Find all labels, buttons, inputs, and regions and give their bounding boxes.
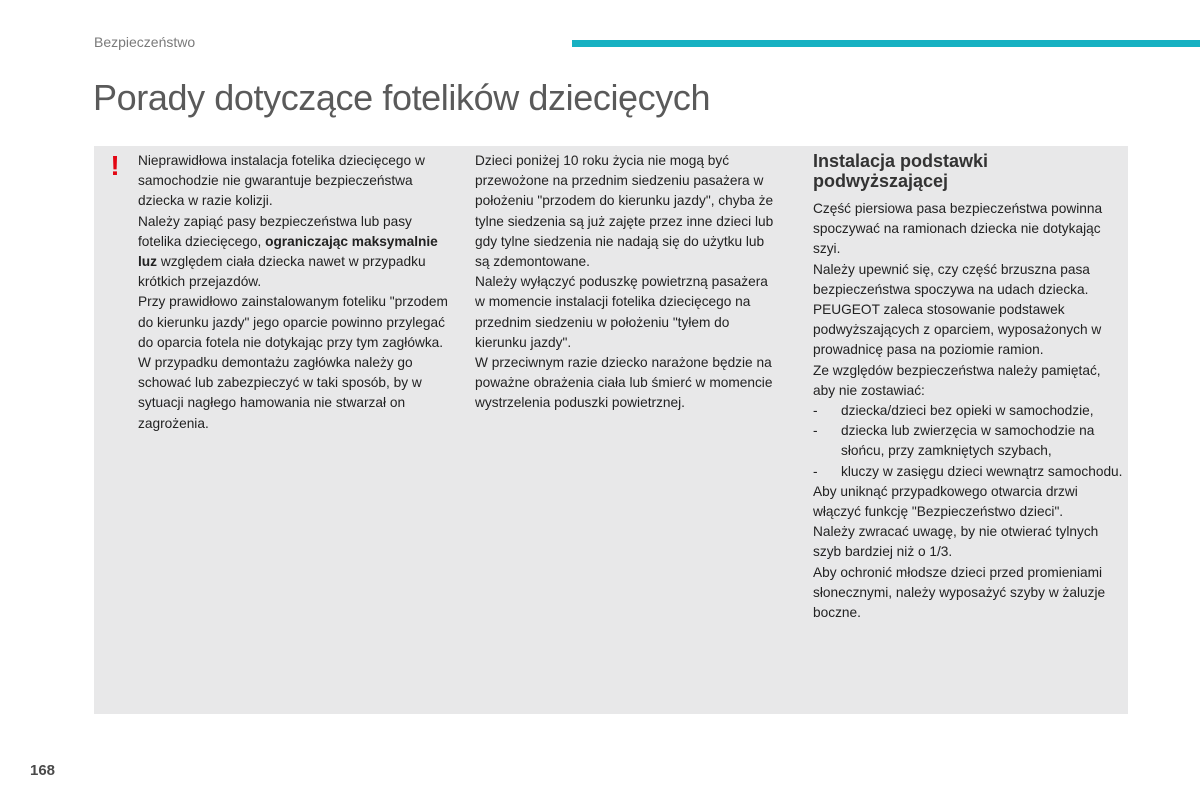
airbag-paragraph-c: W przeciwnym razie dziecko narażone będzie na poważne obrażenia ciała lub śmierć w momencie wystrzelenia poduszki powietrznej. bbox=[475, 355, 773, 411]
dash-list-item bbox=[813, 462, 1125, 482]
booster-dash-list bbox=[813, 401, 1125, 482]
dash-marker: - bbox=[813, 403, 818, 419]
warning-text-c: względem ciała dziecka nawet w przypadku krótkich przejazdów. bbox=[138, 254, 426, 290]
dash-list-item bbox=[813, 401, 1125, 421]
booster-paragraph-2: Należy upewnić się, czy część brzuszna pasa bezpieczeństwa spoczywa na udach dziecka. bbox=[813, 261, 1090, 297]
airbag-paragraph-a: Dzieci poniżej 10 roku życia nie mogą być przewożone na przednim siedzeniu pasażera w położeniu "przodem do kierunku jazdy", chyba że tylne siedzenia są już zajęte przez inne dzieci lub gdy tylne siedzenia nie nadają się do użytku lub są zdemontowane. bbox=[475, 153, 774, 270]
warning-text-e: W przypadku demontażu zagłówka należy go schować lub zabezpieczyć w taki sposób, by w sytuacji nagłego hamowania nie stwarzał on zagrożenia. bbox=[138, 355, 422, 431]
section-accent-bar bbox=[572, 40, 1200, 47]
dash-marker: - bbox=[813, 423, 818, 439]
warning-paragraph bbox=[138, 151, 454, 434]
booster-paragraph-7: Aby ochronić młodsze dzieci przed promieniami słonecznymi, należy wyposażyć szyby w żaluzje boczne. bbox=[813, 564, 1106, 621]
booster-paragraph-3: PEUGEOT zaleca stosowanie podstawek podwyższających z oparciem, wyposażonych w prowadnicę pasa na poziomie ramion. bbox=[813, 302, 1102, 358]
dash-item-text: kluczy w zasięgu dzieci wewnątrz samochodu. bbox=[841, 463, 1123, 479]
dash-marker: - bbox=[813, 463, 818, 479]
dash-item-text: dziecka/dzieci bez opieki w samochodzie, bbox=[841, 403, 1094, 419]
warning-exclamation-icon: ! bbox=[110, 150, 120, 181]
warning-text-a: Nieprawidłowa instalacja fotelika dziecięcego w samochodzie nie gwarantuje bezpieczeństwa dziecka w razie kolizji. bbox=[138, 153, 425, 209]
section-label: Bezpieczeństwo bbox=[94, 34, 196, 50]
warning-bold-text: ograniczając maksymalnie luz bbox=[138, 233, 438, 270]
booster-paragraph-4: Ze względów bezpieczeństwa należy pamiętać, aby nie zostawiać: bbox=[813, 362, 1101, 398]
warning-text-b: Należy zapiąć pasy bezpieczeństwa lub pasy fotelika dziecięcego, bbox=[138, 213, 412, 249]
booster-paragraph-5: Aby uniknąć przypadkowego otwarcia drzwi włączyć funkcję "Bezpieczeństwo dzieci". bbox=[813, 483, 1078, 520]
warning-text-d: Przy prawidłowo zainstalowanym foteliku "przodem do kierunku jazdy" jego oparcie powinno przylegać do oparcia fotela nie dotykając przy tym zagłówka. bbox=[138, 294, 448, 350]
airbag-column bbox=[475, 151, 780, 414]
airbag-paragraph-b: Należy wyłączyć poduszkę powietrzną pasażera w momencie instalacji fotelika dziecięcego na przednim siedzeniu w położeniu "tyłem do kierunku jazdy". bbox=[475, 274, 768, 350]
dash-item-text: dziecka lub zwierzęcia w samochodzie na słońcu, przy zamkniętych szybach, bbox=[841, 423, 1095, 459]
booster-paragraph-6: Należy zwracać uwagę, by nie otwierać tylnych szyb bardziej niż o 1/3. bbox=[813, 524, 1099, 560]
page-number: 168 bbox=[30, 762, 56, 779]
booster-column bbox=[813, 151, 1125, 623]
advice-panel bbox=[94, 146, 1128, 714]
booster-paragraph-1: Część piersiowa pasa bezpieczeństwa powinna spoczywać na ramionach dziecka nie dotykając szyi. bbox=[813, 201, 1103, 257]
booster-heading: Instalacja podstawki podwyższającej bbox=[813, 151, 989, 191]
dash-list-item bbox=[813, 421, 1125, 461]
warning-column bbox=[138, 151, 454, 434]
page-title: Porady dotyczące fotelików dziecięcych bbox=[93, 77, 711, 118]
